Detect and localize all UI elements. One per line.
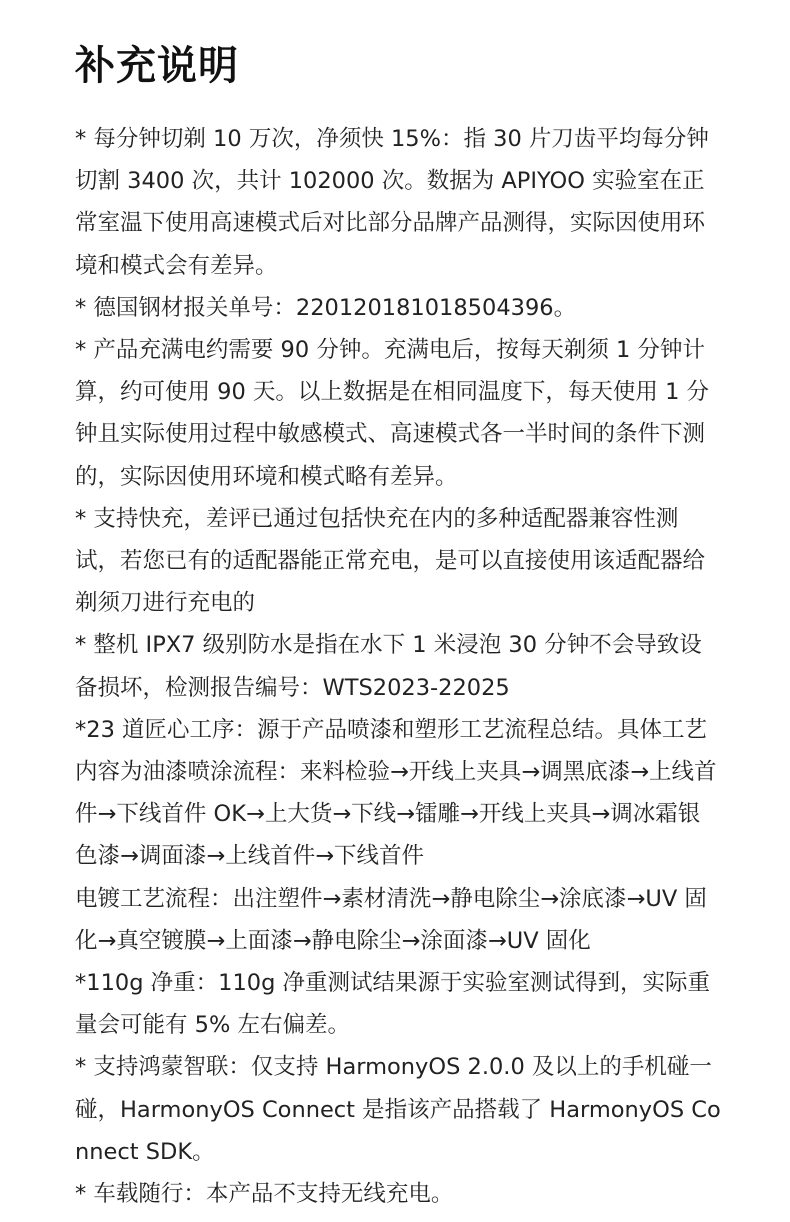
note-cutting-speed: * 每分钟切剃 10 万次，净须快 15%：指 30 片刀齿平均每分钟切割 3400 次，共计 102000 次。数据为 APIYOO 实验室在正常室温下使用高速模式后对比部分品牌产品测得，实际因使用环境和模式会有差异。 bbox=[75, 126, 709, 279]
note-steel-customs-number: * 德国钢材报关单号：22012018101850439​6。 bbox=[75, 294, 577, 321]
note-electroplating-process: 电镀工艺流程：出注塑件→素材清洗→静电除尘→涂底漆→UV 固化→真空镀膜→上面漆→静电除尘→涂面漆→UV 固化 bbox=[75, 885, 707, 954]
note-net-weight: *110g 净重：110g 净重测试结果源于实验室测试得到，实际重量会可能有 5% 左右偏差。 bbox=[75, 970, 711, 1039]
notes-list bbox=[75, 118, 722, 1215]
page-title: 补充说明 bbox=[75, 43, 239, 89]
note-car-travel: * 车载随行：本产品不支持无线充电。 bbox=[75, 1181, 454, 1208]
note-fast-charging: * 支持快充，差评已通过包括快充在内的多种适配器兼容性测试，若您已有的适配器能正常充电，是可以直接使用该适配器给剃须刀进行充电的 bbox=[75, 505, 706, 617]
note-waterproof: * 整机 IPX7 级别防水是指在水下 1 米浸泡 30 分钟不会导致设备损坏，检测报告编号：WTS2023-22025 bbox=[75, 632, 702, 701]
note-harmonyos-connect: * 支持鸿蒙智联：仅支持 HarmonyOS 2.0.0 及以上的手机碰一碰，HarmonyOS Connect 是指该产品搭载了 HarmonyOS Connect SDK。 bbox=[75, 1054, 721, 1165]
note-charging-time: * 产品充满电约需要 90 分钟。充满电后，按每天剃须 1 分钟计算，约可使用 90 天。以上数据是在相同温度下，每天使用 1 分钟且实际使用过程中敏感模式、高速模式各一半时间的条件下测的，实际因使用环境和模式略有差异。 bbox=[75, 337, 710, 490]
note-craft-process: *23 道匠心工序：源于产品喷漆和塑形工艺流程总结。具体工艺内容为油漆喷涂流程：来料检验→开线上夹具→调黑底漆→上线首件→下线首件 OK→上大货→下线→镭雕→开线上夹具→调冰霜银色漆→调面漆→上线首件→下线首件 bbox=[75, 716, 717, 870]
